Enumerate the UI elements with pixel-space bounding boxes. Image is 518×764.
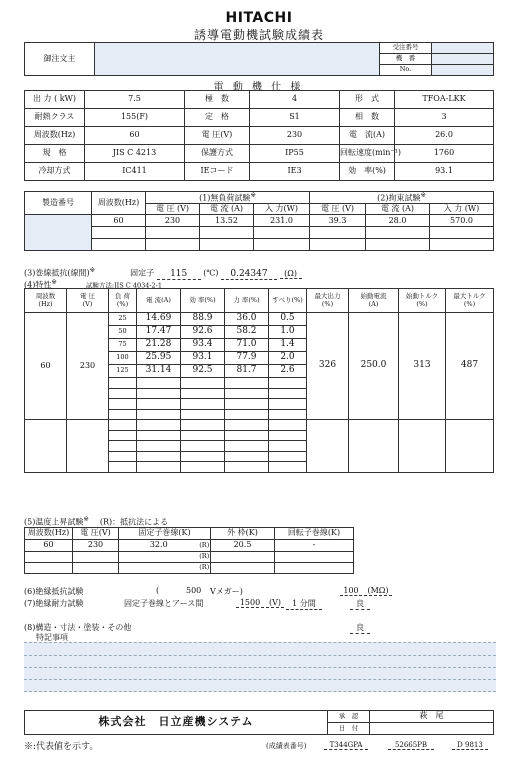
char-load: 75 [109, 339, 137, 352]
char-start-torque: 313 [399, 313, 446, 420]
spec-key: 電 圧(V) [185, 127, 250, 145]
characteristics-table [24, 288, 494, 473]
spec-table [24, 90, 494, 181]
char-load: 100 [109, 352, 137, 365]
char-header: 力 率(%) [225, 289, 269, 313]
col-input: 入 力(W) [254, 204, 310, 215]
freq-label: 周波数(Hz) [92, 192, 146, 215]
char-current: 31.14 [137, 365, 181, 378]
spec-key: 極 数 [185, 91, 250, 109]
char-header: 始動電流 (A) [349, 289, 399, 313]
spec-value: 3 [395, 109, 494, 127]
char-header: 負 荷 (%) [109, 289, 137, 313]
machine-no-field[interactable] [432, 54, 494, 65]
company-name: 株式会社 日立産機システム [25, 711, 328, 735]
spec-key: 効 率(%) [340, 163, 395, 181]
customer-field[interactable] [95, 43, 380, 76]
customer-label: 御注文主 [25, 43, 95, 76]
serial-field[interactable] [25, 215, 92, 251]
resistance-line: (3)巻線抵抗(線間)※ 固定子 115 (℃) 0.24347 (Ω) [24, 266, 302, 280]
char-eff: 88.9 [181, 313, 225, 326]
footer-table [24, 710, 494, 735]
char-slip: 2.0 [269, 352, 307, 365]
temp-rise-label: (5)温度上昇試験※ (R)：抵抗法による [24, 515, 169, 527]
nl-current: 13.52 [200, 215, 254, 227]
tr-h-freq: 周波数(Hz) [25, 528, 73, 540]
char-slip: 0.5 [269, 313, 307, 326]
char-header: 周波数 (Hz) [25, 289, 67, 313]
col-lock-voltage: 電 圧 (V) [310, 204, 366, 215]
machine-no-label: 機 番 [380, 54, 432, 65]
char-eff: 92.5 [181, 365, 225, 378]
insulation-resistance-line: (6)絶縁抵抗試験 ( 500 Vメガー) 100 (MΩ) [24, 586, 504, 597]
tr-voltage: 230 [73, 540, 119, 552]
resistance-value: 0.24347 [221, 269, 277, 280]
spec-value: S1 [250, 109, 340, 127]
table-row [25, 420, 494, 431]
char-header: 最大トルク (%) [446, 289, 494, 313]
spec-row [25, 91, 494, 109]
nl-voltage: 230 [146, 215, 200, 227]
char-header: 最大出力 (%) [307, 289, 349, 313]
col-current: 電 流 (A) [200, 204, 254, 215]
char-eff: 92.6 [181, 326, 225, 339]
char-load: 50 [109, 326, 137, 339]
header-table [24, 42, 494, 76]
char-slip: 1.4 [269, 339, 307, 352]
char-header: 効 率(%) [181, 289, 225, 313]
char-pf: 81.7 [225, 365, 269, 378]
char-eff: 93.4 [181, 339, 225, 352]
spec-value: 4 [250, 91, 340, 109]
report-number: (成績表番号) T344GPA 52665PB D 9813 [266, 741, 506, 751]
tr-h-voltage: 電 圧(V) [73, 528, 119, 540]
noload-title: (1)無負荷試験※ [146, 192, 310, 204]
order-no-label: 受注番号 [380, 43, 432, 54]
char-freq: 60 [25, 313, 67, 420]
insulation-resistance-value: 100 [340, 586, 362, 596]
spec-key: 相 数 [340, 109, 395, 127]
spec-value: 60 [85, 127, 185, 145]
char-current: 14.69 [137, 313, 181, 326]
char-header: 電 流(A) [137, 289, 181, 313]
notes-label: 特記事項 [36, 633, 68, 642]
spec-key: 出 力 ( kW) [25, 91, 85, 109]
no-label: No. [380, 65, 432, 76]
withstand-result: 良 [350, 598, 370, 610]
char-voltage: 230 [67, 313, 109, 420]
spec-row [25, 109, 494, 127]
spec-key: 電 流(A) [340, 127, 395, 145]
lk-input: 570.0 [430, 215, 494, 227]
tr-freq: 60 [25, 540, 73, 552]
char-current: 21.28 [137, 339, 181, 352]
spec-value: 230 [250, 127, 340, 145]
spec-value: 93.1 [395, 163, 494, 181]
spec-key: 形 式 [340, 91, 395, 109]
footnote: ※:代表値を示す。 [24, 742, 99, 752]
spec-value: IE3 [250, 163, 340, 181]
spec-value: 155(F) [85, 109, 185, 127]
noload-lock-table [24, 191, 494, 251]
char-load: 25 [109, 313, 137, 326]
col-lock-input: 入 力 (W) [430, 204, 494, 215]
char-pf: 77.9 [225, 352, 269, 365]
structure-result: 良 [350, 622, 370, 634]
tr-h-stator: 固定子巻線(K) [119, 528, 211, 540]
lk-voltage: 39.3 [310, 215, 366, 227]
withstand-line: (7)絶縁耐力試験 固定子巻線とアース間 1500 (V) 1 分間 良 [24, 598, 504, 609]
spec-key: 周波数(Hz) [25, 127, 85, 145]
characteristics-label: (4)特性※ 試験方法:JIS C 4034-2-1 [24, 278, 163, 290]
spec-key: 保護方式 [185, 145, 250, 163]
char-slip: 1.0 [269, 326, 307, 339]
date-field[interactable] [370, 723, 494, 735]
order-no-field[interactable] [432, 43, 494, 54]
withstand-time: 1 分間 [286, 598, 322, 610]
spec-value: 1760 [395, 145, 494, 163]
resistance-temp: 115 [157, 269, 201, 280]
serial-label: 製造番号 [25, 192, 92, 215]
megger-value: 500 [186, 586, 202, 595]
spec-value: IC411 [85, 163, 185, 181]
char-pf: 71.0 [225, 339, 269, 352]
spec-key: 規 格 [25, 145, 85, 163]
char-eff: 93.1 [181, 352, 225, 365]
col-lock-current: 電 流 (A) [366, 204, 430, 215]
spec-value: TFOA-LKK [395, 91, 494, 109]
char-header: 電 圧 (V) [67, 289, 109, 313]
notes-field[interactable] [24, 642, 496, 692]
date-label: 日 付 [328, 723, 370, 735]
char-header: 始動トルク (%) [399, 289, 446, 313]
spec-row [25, 163, 494, 181]
spec-heading: 電 動 機 仕 様 [213, 82, 304, 93]
spec-row [25, 127, 494, 145]
char-load: 125 [109, 365, 137, 378]
spec-key: IEコード [185, 163, 250, 181]
nl-input: 231.0 [254, 215, 310, 227]
spec-value: 26.0 [395, 127, 494, 145]
temp-rise-table: 周波数(Hz) 電 圧(V) 固定子巻線(K) 外 枠(K) 回転子巻線(K) 60 230 32.0 (R) 20.5 - (R) (R) [24, 527, 354, 574]
spec-key: 回転速度(min⁻¹) [340, 145, 395, 163]
approver: 萩 尾 [370, 711, 494, 723]
char-current: 17.47 [137, 326, 181, 339]
char-pf: 58.2 [225, 326, 269, 339]
char-pf: 36.0 [225, 313, 269, 326]
col-voltage: 電 圧 (V) [146, 204, 200, 215]
tr-frame: 20.5 [211, 540, 275, 552]
tr-rotor: - [275, 540, 354, 552]
spec-key: 冷却方式 [25, 163, 85, 181]
document-title: 誘導電動機試験成績表 [193, 28, 324, 42]
char-start-current: 250.0 [349, 313, 399, 420]
spec-key: 定 格 [185, 109, 250, 127]
char-slip: 2.6 [269, 365, 307, 378]
withstand-voltage: 1500 [236, 598, 264, 608]
char-max-torque: 487 [446, 313, 494, 420]
company-logo: HITACHI [225, 10, 293, 26]
tr-h-rotor: 回転子巻線(K) [275, 528, 354, 540]
structure-line: (8)構造・寸法・塗装・その他 良 [24, 622, 504, 633]
char-header: すべり(%) [269, 289, 307, 313]
char-current: 25.95 [137, 352, 181, 365]
tr-r-mark: (R) [199, 540, 211, 552]
spec-value: 7.5 [85, 91, 185, 109]
tr-stator: 32.0 [119, 540, 199, 552]
spec-key: 耐熱クラス [25, 109, 85, 127]
spec-row [25, 145, 494, 163]
no-field[interactable] [432, 65, 494, 76]
lock-title: (2)拘束試験※ [310, 192, 494, 204]
freq-value: 60 [92, 215, 146, 227]
approve-label: 承 認 [328, 711, 370, 723]
spec-value: JIS C 4213 [85, 145, 185, 163]
spec-value: IP55 [250, 145, 340, 163]
table-row [25, 313, 494, 326]
tr-h-frame: 外 枠(K) [211, 528, 275, 540]
char-max-output: 326 [307, 313, 349, 420]
lk-current: 28.0 [366, 215, 430, 227]
